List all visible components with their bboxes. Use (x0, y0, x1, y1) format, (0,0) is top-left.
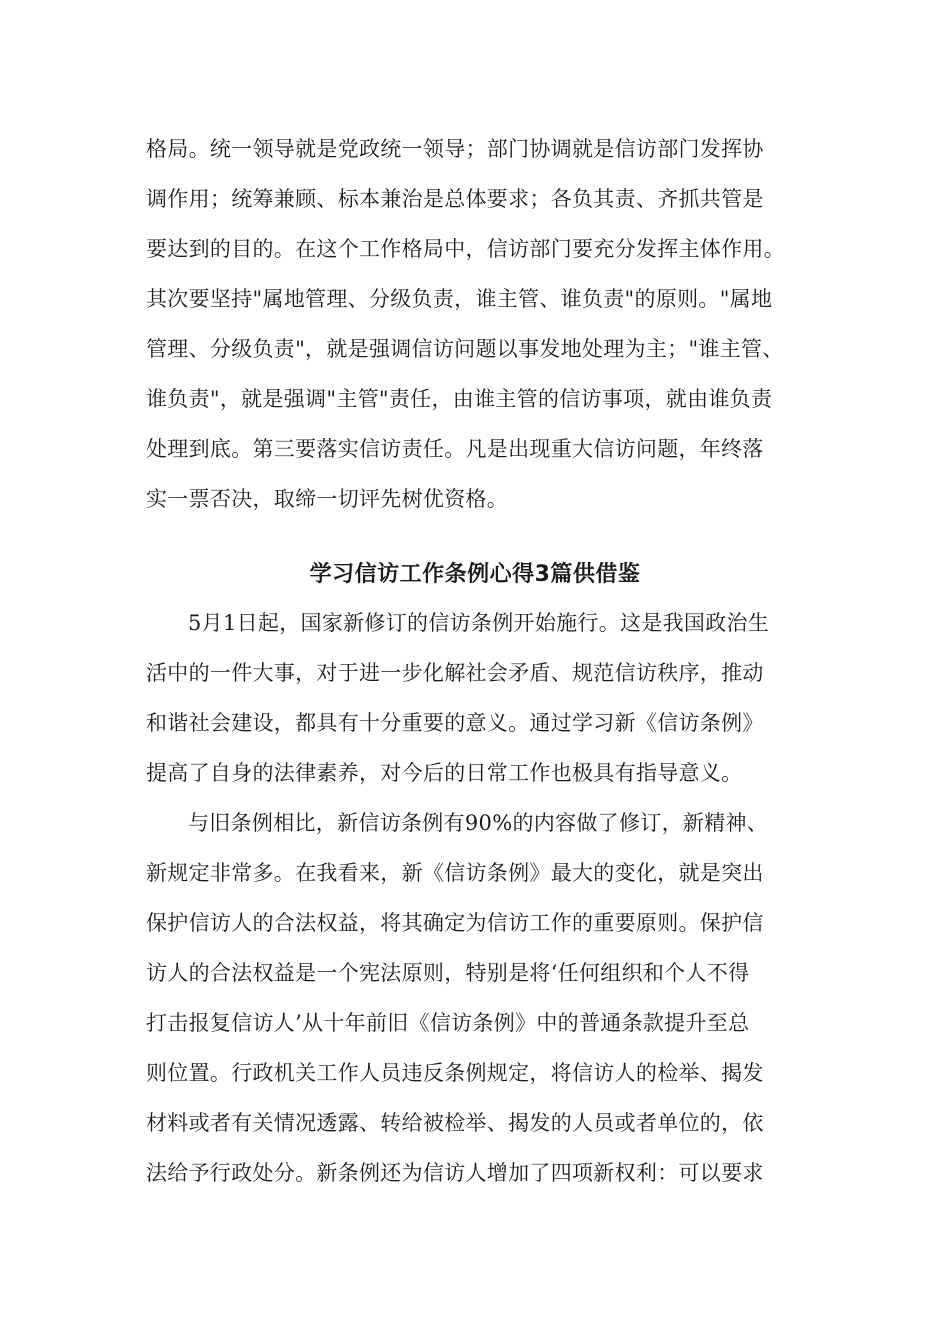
para2-line-1: 与旧条例相比，新信访条例有90%的内容做了修订，新精神、 (188, 811, 769, 835)
intro-line-1: 格局。统一领导就是党政统一领导；部门协调就是信访部门发挥协 (146, 137, 764, 161)
para1-line-2: 活中的一件大事，对于进一步化解社会矛盾、规范信访秩序，推动 (146, 661, 764, 685)
para2-line-2: 新规定非常多。在我看来，新《信访条例》最大的变化，就是突出 (146, 861, 764, 885)
para2-line-7: 材料或者有关情况透露、转给被检举、揭发的人员或者单位的，依 (146, 1111, 764, 1135)
para2-line-5: 打击报复信访人’从十年前旧《信访条例》中的普通条款提升至总 (146, 1011, 750, 1035)
para1-line-3: 和谐社会建设，都具有十分重要的意义。通过学习新《信访条例》 (146, 711, 764, 735)
para2-line-8: 法给予行政处分。新条例还为信访人增加了四项新权利：可以要求 (146, 1161, 764, 1185)
para1-line-1: 5月1日起，国家新修订的信访条例开始施行。这是我国政治生 (188, 611, 770, 635)
intro-line-7: 处理到底。第三要落实信访责任。凡是出现重大信访问题，年终落 (146, 437, 764, 461)
para2-line-3: 保护信访人的合法权益，将其确定为信访工作的重要原则。保护信 (146, 911, 764, 935)
intro-line-6: 谁负责"，就是强调"主管"责任，由谁主管的信访事项，就由谁负责 (146, 387, 773, 411)
para1-line-4: 提高了自身的法律素养，对今后的日常工作也极具有指导意义。 (146, 761, 743, 785)
para2-line-4: 访人的合法权益是一个宪法原则，特别是将‘任何组织和个人不得 (146, 961, 750, 985)
para2-line-6: 则位置。行政机关工作人员违反条例规定，将信访人的检举、揭发 (146, 1061, 764, 1085)
intro-line-5: 管理、分级负责"，就是强调信访问题以事发地处理为主；"谁主管、 (146, 337, 784, 361)
intro-line-3: 要达到的目的。在这个工作格局中，信访部门要充分发挥主体作用。 (146, 237, 785, 261)
intro-line-4: 其次要坚持"属地管理、分级负责，谁主管、谁负责"的原则。"属地 (146, 287, 773, 311)
intro-line-8: 实一票否决，取缔一切评先树优资格。 (146, 487, 509, 511)
section-title: 学习信访工作条例心得3篇供借鉴 (309, 562, 641, 587)
intro-line-2: 调作用；统筹兼顾、标本兼治是总体要求；各负其责、齐抓共管是 (146, 187, 764, 211)
